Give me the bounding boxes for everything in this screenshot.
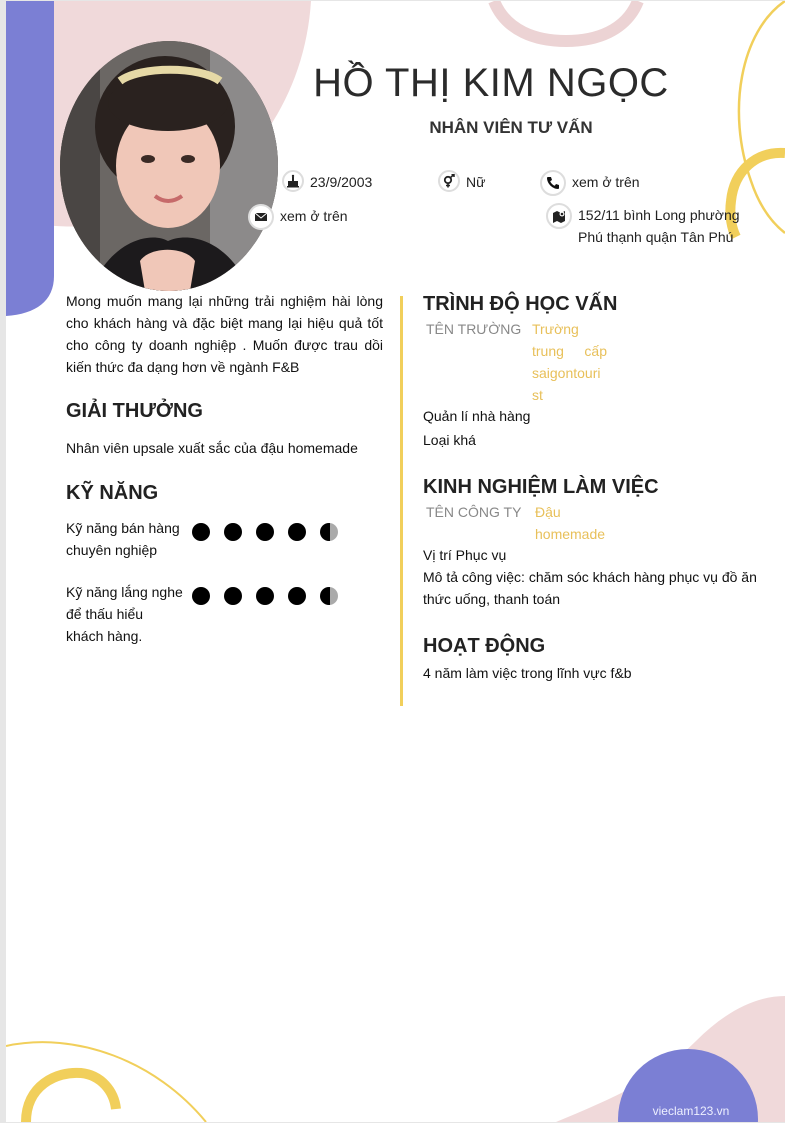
gender-info: [438, 171, 485, 193]
school-name-line-3: saigontouri: [532, 365, 601, 381]
skill-2-line-3: khách hàng.: [66, 628, 143, 644]
birthday-info: [282, 171, 372, 193]
activities-text: 4 năm làm việc trong lĩnh vực f&b: [423, 665, 632, 681]
profile-photo: [60, 41, 278, 291]
skill-item-2-rating: [192, 587, 352, 605]
experience-description: Mô tả công việc: chăm sóc khách hàng phục vụ đồ ăn thức uống, thanh toán: [423, 569, 757, 607]
experience-heading: KINH NGHIỆM LÀM VIỆC: [423, 476, 659, 498]
school-name-line-1: Trường: [532, 321, 579, 337]
rating-dot: [224, 587, 242, 605]
rating-dot: [192, 587, 210, 605]
skill-2-line-2: để thấu hiểu: [66, 606, 144, 622]
skill-item-2-label: [66, 581, 191, 647]
school-name-line-2: [532, 340, 607, 362]
skills-heading: KỸ NĂNG: [66, 482, 159, 504]
rating-dot: [256, 523, 274, 541]
phone-value: xem ở trên: [572, 174, 640, 190]
address-info: [546, 204, 740, 248]
map-icon: [546, 203, 572, 229]
phone-icon: [540, 170, 566, 196]
school-label: TÊN TRƯỜNG: [426, 321, 522, 337]
address-line-2: Phú thạnh quận Tân Phú: [578, 229, 734, 245]
email-value: xem ở trên: [280, 208, 348, 224]
education-heading: TRÌNH ĐỘ HỌC VẤN: [423, 293, 618, 315]
awards-text: Nhân viên upsale xuất sắc của đậu homemade: [66, 440, 358, 456]
education-grade: Loại khá: [423, 432, 476, 448]
full-name: HỒ THỊ KIM NGỌC: [313, 61, 669, 105]
company-label: TÊN CÔNG TY: [426, 504, 522, 520]
school-name-line-2b: cấp: [584, 343, 607, 359]
skill-2-line-1: Kỹ năng lắng nghe: [66, 584, 183, 600]
skill-1-line-1: Kỹ năng bán hàng: [66, 520, 180, 536]
company-name-line-1: Đậu: [535, 504, 561, 520]
school-name-line-2a: trung: [532, 343, 564, 359]
gender-icon: [438, 170, 460, 192]
company-name-line-2: homemade: [535, 526, 606, 542]
skill-1-line-2: chuyên nghiệp: [66, 542, 158, 558]
education-major: Quản lí nhà hàng: [423, 408, 531, 424]
email-icon: [248, 204, 274, 230]
column-divider: [400, 296, 403, 706]
email-info: [248, 205, 348, 230]
rating-dot: [320, 587, 338, 605]
phone-info: [540, 171, 640, 196]
cake-icon: [282, 170, 304, 192]
activities-heading: HOẠT ĐỘNG: [423, 635, 546, 657]
rating-dot: [224, 523, 242, 541]
rating-dot: [192, 523, 210, 541]
career-objective: Mong muốn mang lại những trải nghiệm hài lòng cho khách hàng và đặc biệt mang lại hiệu quả tốt cho công ty doanh nghiệp . Muốn được trau dồi kiến thức đa dạng hơn về ngành F&B: [66, 293, 383, 375]
school-name-line-4: st: [532, 387, 543, 403]
address-line-1: 152/11 bình Long phường: [578, 207, 740, 223]
awards-heading: GIẢI THƯỞNG: [66, 400, 203, 422]
address-value: [578, 204, 740, 248]
birthday-value: 23/9/2003: [310, 174, 373, 190]
experience-position: Vị trí Phục vụ: [423, 547, 507, 563]
rating-dot: [256, 587, 274, 605]
rating-dot: [288, 587, 306, 605]
school-name: [532, 318, 607, 406]
skill-item-1-rating: [192, 523, 352, 541]
cv-page: [6, 1, 785, 1122]
job-title: NHÂN VIÊN TƯ VẤN: [429, 118, 593, 137]
rating-dot: [320, 523, 338, 541]
skill-item-1-label: [66, 517, 191, 561]
footer-brand: vieclam123.vn: [652, 1104, 730, 1118]
rating-dot: [288, 523, 306, 541]
company-name: [535, 501, 605, 545]
gender-value: Nữ: [466, 174, 486, 190]
